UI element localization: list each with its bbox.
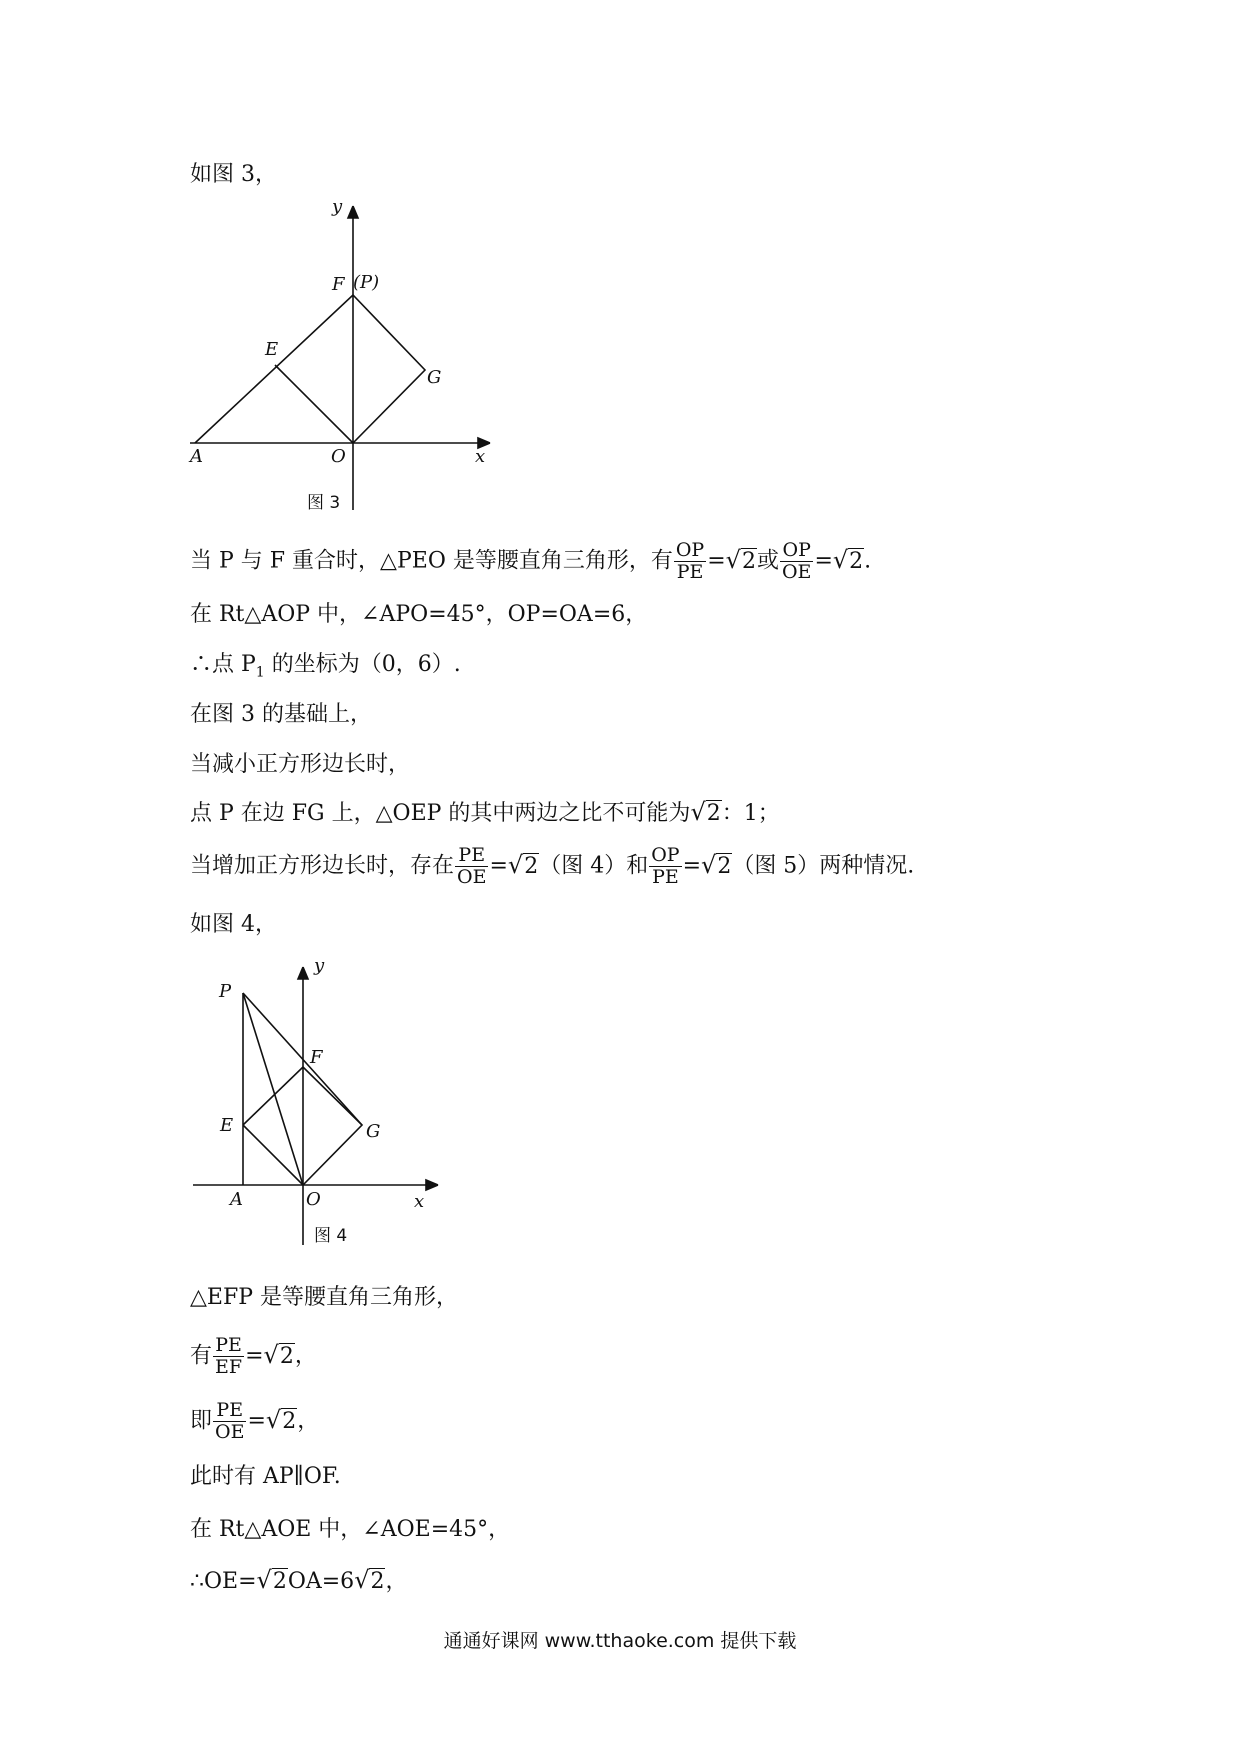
text-line: 即 $\frac{PE}{OE}$ =√2， (190, 1399, 320, 1443)
fig4-label-o: O (306, 1189, 321, 1210)
fig3-y-label: y (332, 196, 343, 217)
fig4-label-a: A (230, 1189, 243, 1210)
text-line: 当 P 与 F 重合时，△PEO 是等腰直角三角形，有 $\frac{OP}{PE}$ =√2或 $\frac{OP}{OE}$ =√2. (190, 539, 872, 583)
text-line: ∴OE=√2OA=6√2， (190, 1565, 408, 1597)
text-line: 如图 3， (190, 162, 277, 187)
fig4-y-label: y (314, 955, 325, 976)
text-line: 在 Rt△AOE 中，∠AOE=45°， (190, 1517, 511, 1542)
sqrt: √2 (690, 798, 721, 826)
fraction: $\frac{PE}{EF}$ (215, 1334, 243, 1378)
figure-3-diagram (190, 196, 505, 520)
sqrt: √2 (725, 545, 756, 574)
fig3-label-e: E (265, 339, 279, 360)
fraction: $\frac{OP}{PE}$ (675, 539, 705, 583)
fig3-x-label: x (475, 446, 486, 467)
sqrt: √2 (263, 1340, 294, 1369)
fig3-label-g: G (427, 367, 442, 388)
fig4-label-g: G (366, 1121, 381, 1142)
sqrt: √2 (507, 850, 539, 879)
text-line: 在 Rt△AOP 中，∠APO=45°，OP=OA=6， (190, 602, 648, 627)
fraction: $\frac{PE}{OE}$ (457, 844, 487, 888)
page-footer: 通通好课网 www.tthaoke.com 提供下载 (443, 1630, 797, 1652)
text-line: 当减小正方形边长时， (190, 752, 411, 777)
text-line: 此时有 AP∥OF. (190, 1464, 341, 1489)
figure-4-diagram (190, 955, 450, 1265)
sqrt: √2 (354, 1566, 385, 1594)
text-line: 在图 3 的基础上， (190, 702, 372, 727)
fig3-caption: 图 3 (307, 493, 341, 513)
text-line: 点 P 在边 FG 上，△OEP 的其中两边之比不可能为√2：1； (190, 797, 780, 829)
fraction: $\frac{OP}{OE}$ (781, 539, 812, 583)
text-line: △EFP 是等腰直角三角形， (190, 1285, 459, 1310)
fig4-label-p: P (219, 981, 232, 1002)
fig3-label-f: F (332, 274, 345, 295)
fig3-label-o: O (331, 446, 346, 467)
fraction: $\frac{OP}{PE}$ (651, 844, 680, 888)
sqrt: √2 (265, 1405, 297, 1434)
fig3-label-a: A (190, 446, 203, 467)
text-line: 有 $\frac{PE}{EF}$ =√2， (190, 1334, 317, 1378)
text-line: ∴点 $P_1$ 的坐标为（0，6）. (190, 652, 461, 681)
fraction: $\frac{PE}{OE}$ (215, 1399, 245, 1443)
fig4-label-f: F (310, 1047, 323, 1068)
text-line: 当增加正方形边长时，存在 $\frac{PE}{OE}$ =√2（图 4）和 $\frac{OP}{PE}$ =√2（图 5）两种情况. (190, 844, 915, 888)
sqrt: √2 (701, 850, 732, 879)
text-line: 如图 4， (190, 912, 277, 937)
fig4-label-e: E (220, 1115, 234, 1136)
fig3-label-p: (P) (353, 272, 380, 293)
fig4-caption: 图 4 (314, 1226, 348, 1246)
sqrt: √2 (832, 545, 864, 574)
sqrt: √2 (256, 1566, 287, 1594)
fig4-x-label: x (414, 1191, 425, 1212)
